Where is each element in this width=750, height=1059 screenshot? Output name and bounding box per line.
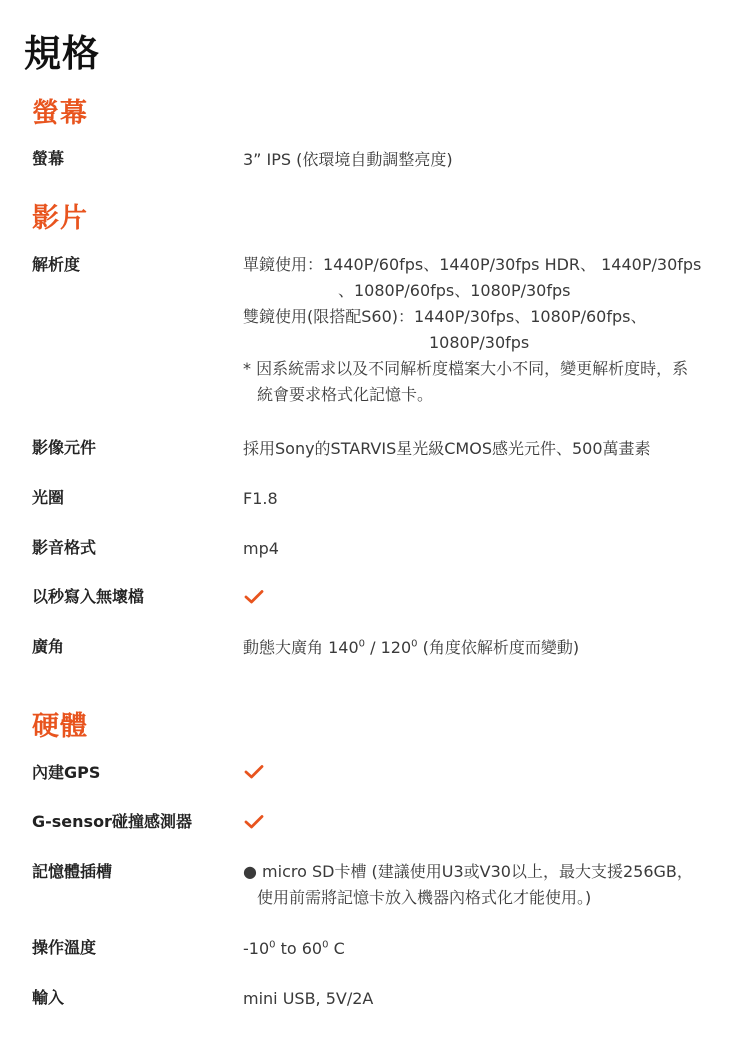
section-title-hardware: 硬體 [32,711,88,742]
spec-value-resolution [243,252,743,408]
spec-value-format: mp4 [243,539,279,558]
spec-label-screen: 螢幕 [32,149,65,168]
resolution-line: 單鏡使用：1440P/60fps、1440P/30fps HDR、 1440P/30fps [243,255,702,274]
temperature-text: C [328,939,345,958]
spec-label-gsensor: G-sensor碰撞感測器 [32,812,192,831]
spec-value-sensor: 採用Sony的STARVIS星光級CMOS感光元件、500萬畫素 [243,439,651,458]
temperature-text: to 60 [275,939,323,958]
check-icon [244,589,264,605]
resolution-line: 1080P/30fps [429,333,530,352]
degree-mark: 0 [411,638,418,650]
spec-label-temperature: 操作溫度 [32,938,97,957]
spec-label-per-second: 以秒寫入無壞檔 [32,587,145,606]
section-title-screen: 螢幕 [32,98,88,129]
memory-line: ● micro SD卡槽 (建議使用U3或V30以上，最大支援256GB， [243,862,693,881]
wide-angle-text: (角度依解析度而變動) [417,638,580,657]
check-icon [244,814,264,830]
spec-value-aperture: F1.8 [243,489,278,508]
wide-angle-text: 動態大廣角 140 [243,638,359,657]
spec-value-temperature [243,938,345,960]
spec-label-aperture: 光圈 [32,488,65,507]
memory-line: 使用前需將記憶卡放入機器內格式化才能使用。) [257,888,592,907]
resolution-line: 雙鏡使用(限搭配S60)：1440P/30fps、1080P/60fps、 [243,307,647,326]
spec-label-wide-angle: 廣角 [32,637,65,656]
resolution-note-line: 統會要求格式化記憶卡。 [257,385,434,404]
page-title: 規格 [24,32,100,75]
spec-value-memory [243,859,743,911]
spec-value-wide-angle [243,637,579,659]
section-title-video: 影片 [32,203,88,234]
degree-mark: 0 [269,939,276,951]
spec-value-input: mini USB, 5V/2A [243,989,374,1008]
check-icon [244,764,264,780]
degree-mark: 0 [358,638,366,650]
wide-angle-text: / 120 [365,638,412,657]
spec-value-screen: 3” IPS (依環境自動調整亮度) [243,150,453,169]
degree-mark: 0 [322,939,329,951]
resolution-note-line: * 因系統需求以及不同解析度檔案大小不同，變更解析度時，系 [243,359,689,378]
spec-label-gps: 內建GPS [32,763,101,782]
resolution-line: 、1080P/60fps、1080P/30fps [338,281,571,300]
spec-label-input: 輸入 [32,988,65,1007]
spec-label-sensor: 影像元件 [32,438,97,457]
temperature-text: -10 [243,939,270,958]
spec-label-format: 影音格式 [32,538,97,557]
spec-label-resolution: 解析度 [32,255,81,274]
spec-label-memory: 記憶體插槽 [32,862,113,881]
